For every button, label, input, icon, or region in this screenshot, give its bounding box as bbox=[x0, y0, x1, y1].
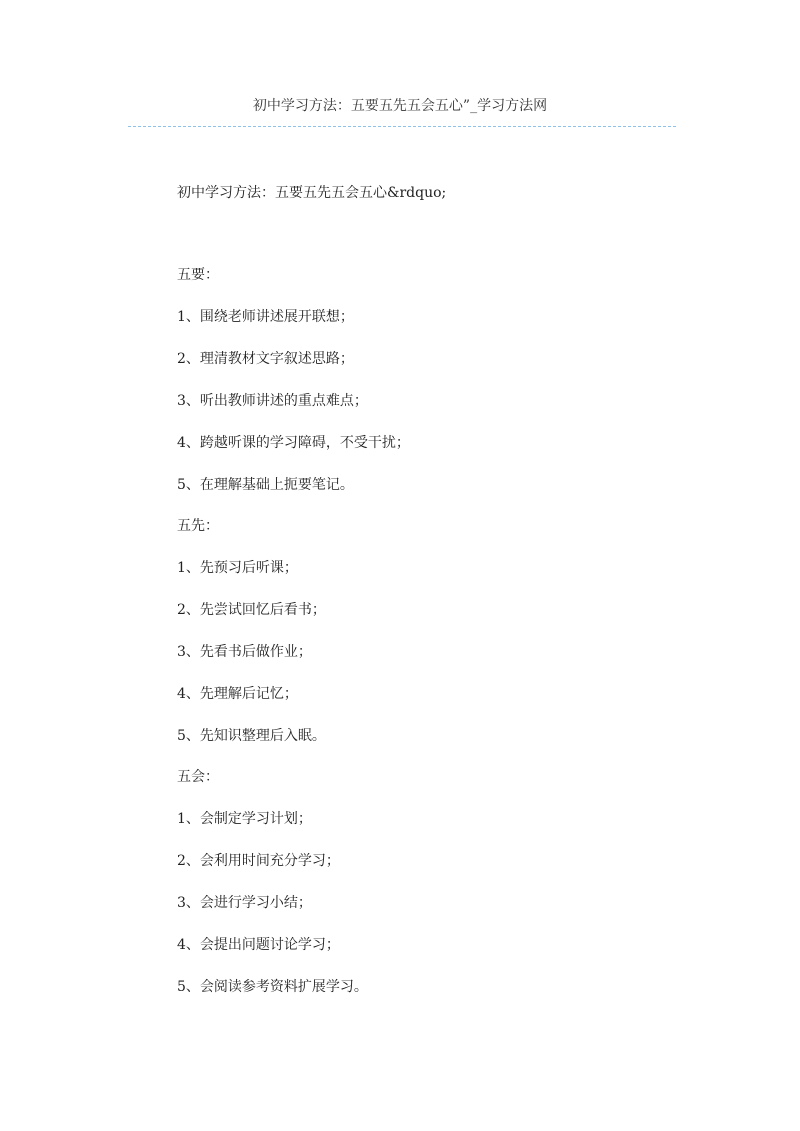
list-item: 4、跨越听课的学习障碍，不受干扰； bbox=[177, 435, 410, 451]
header-divider bbox=[128, 126, 676, 127]
list-item: 4、先理解后记忆； bbox=[177, 686, 298, 702]
list-item: 4、会提出问题讨论学习； bbox=[177, 937, 340, 953]
section-heading-five-abilities: 五会： bbox=[177, 769, 219, 785]
list-item: 1、先预习后听课； bbox=[177, 560, 298, 576]
list-item: 3、会进行学习小结； bbox=[177, 895, 312, 911]
page-header-title: 初中学习方法：五要五先五会五心”_学习方法网 bbox=[252, 98, 548, 114]
list-item: 1、围绕老师讲述展开联想； bbox=[177, 309, 354, 325]
list-item: 2、会利用时间充分学习； bbox=[177, 853, 340, 869]
list-item: 5、会阅读参考资料扩展学习。 bbox=[177, 979, 368, 995]
section-heading-five-firsts: 五先： bbox=[177, 518, 219, 534]
list-item: 2、先尝试回忆后看书； bbox=[177, 602, 326, 618]
list-item: 5、先知识整理后入眠。 bbox=[177, 728, 326, 744]
section-heading-five-musts: 五要： bbox=[177, 267, 219, 283]
list-item: 2、理清教材文字叙述思路； bbox=[177, 351, 354, 367]
list-item: 5、在理解基础上扼要笔记。 bbox=[177, 477, 354, 493]
list-item: 3、听出教师讲述的重点难点； bbox=[177, 393, 368, 409]
list-item: 3、先看书后做作业； bbox=[177, 644, 312, 660]
document-title: 初中学习方法：五要五先五会五心&rdquo; bbox=[177, 185, 447, 201]
list-item: 1、会制定学习计划； bbox=[177, 811, 312, 827]
